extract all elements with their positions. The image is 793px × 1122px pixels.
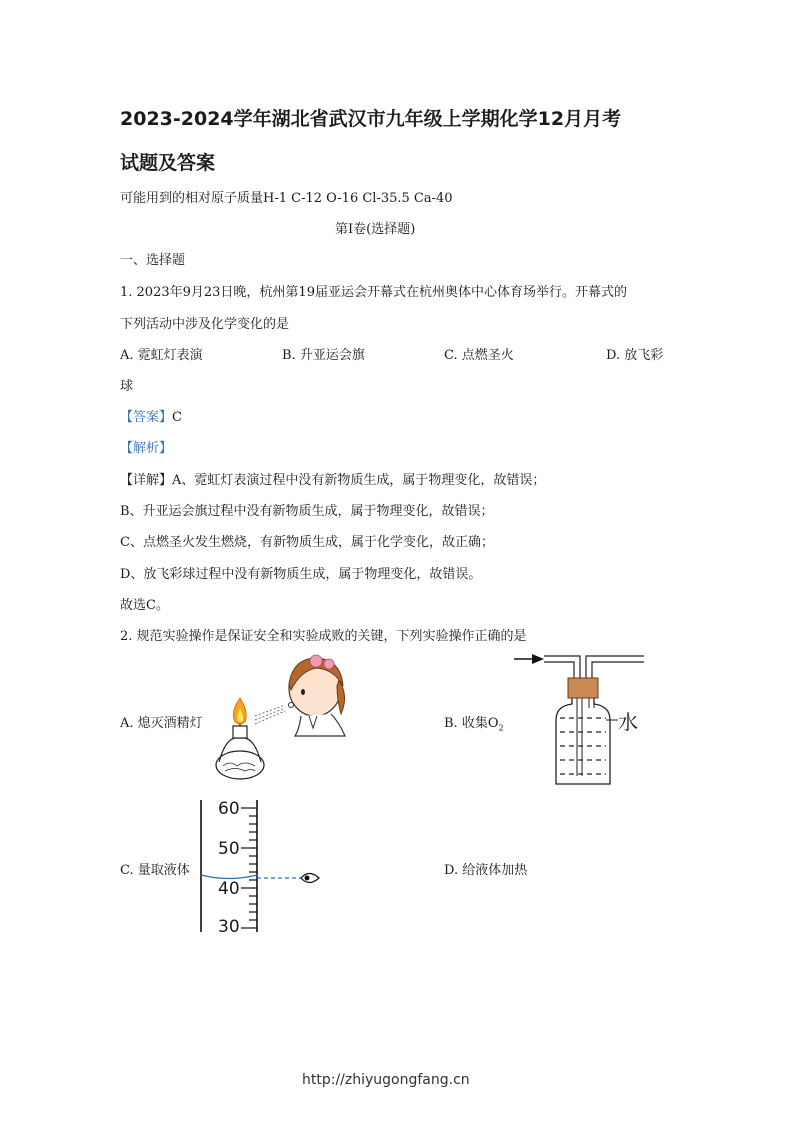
q2-option-d: D. 给液体加热 xyxy=(444,863,528,878)
q1-option-b: B. 升亚运会旗 xyxy=(282,348,365,363)
graduated-cylinder-figure xyxy=(195,798,330,938)
answer-value: C xyxy=(172,410,182,425)
q2-option-c: C. 量取液体 xyxy=(120,863,190,878)
q1-answer xyxy=(120,406,182,425)
blowing-out-alcohol-lamp-figure xyxy=(205,650,350,785)
q1-analysis-label: 【解析】 xyxy=(120,441,173,456)
detail-a-text: A、霓虹灯表演过程中没有新物质生成，属于物理变化，故错误； xyxy=(172,473,546,488)
page-title-line1: 2023-2024学年湖北省武汉市九年级上学期化学12月月考 xyxy=(120,108,622,130)
q2-option-b xyxy=(444,712,504,733)
q1-option-c: C. 点燃圣火 xyxy=(444,348,514,363)
atomic-masses: 可能用到的相对原子质量H-1 C-12 O-16 Cl-35.5 Ca-40 xyxy=(120,191,453,206)
q2-option-b-text: B. 收集O xyxy=(444,716,499,731)
cylinder-tick-50: 50 xyxy=(218,839,240,859)
cylinder-tick-60: 60 xyxy=(218,799,240,819)
part-heading: 一、选择题 xyxy=(120,253,186,268)
q1-detail-a xyxy=(120,469,545,488)
footer-url[interactable]: http://zhiyugongfang.cn xyxy=(302,1072,470,1088)
cylinder-tick-30: 30 xyxy=(218,917,240,937)
q1-conclusion: 故选C。 xyxy=(120,598,169,613)
q1-stem-line2: 下列活动中涉及化学变化的是 xyxy=(120,317,290,332)
q1-option-a: A. 霓虹灯表演 xyxy=(120,348,203,363)
q1-detail-b: B、升亚运会旗过程中没有新物质生成，属于物理变化，故错误； xyxy=(120,504,494,519)
answer-label: 【答案】 xyxy=(120,410,173,425)
q2-option-a: A. 熄灭酒精灯 xyxy=(120,716,203,731)
cylinder-tick-40: 40 xyxy=(218,879,240,899)
q2-stem: 2. 规范实验操作是保证安全和实验成败的关键，下列实验操作正确的是 xyxy=(120,629,527,644)
q1-option-d: D. 放飞彩 xyxy=(606,348,664,363)
q1-detail-c: C、点燃圣火发生燃烧，有新物质生成，属于化学变化，故正确； xyxy=(120,535,494,550)
page-title-line2: 试题及答案 xyxy=(120,152,216,174)
q1-detail-d: D、放飞彩球过程中没有新物质生成，属于物理变化，故错误。 xyxy=(120,567,482,582)
q2-option-b-subscript: 2 xyxy=(498,723,504,733)
water-label: 水 xyxy=(618,710,638,734)
q1-stem-line1: 1. 2023年9月23日晚，杭州第19届亚运会开幕式在杭州奥体中心体育场举行。开幕式的 xyxy=(120,285,627,300)
section-heading: 第Ⅰ卷(选择题) xyxy=(335,222,416,237)
q1-option-d-cont: 球 xyxy=(120,379,134,394)
detail-label: 【详解】 xyxy=(120,473,173,488)
